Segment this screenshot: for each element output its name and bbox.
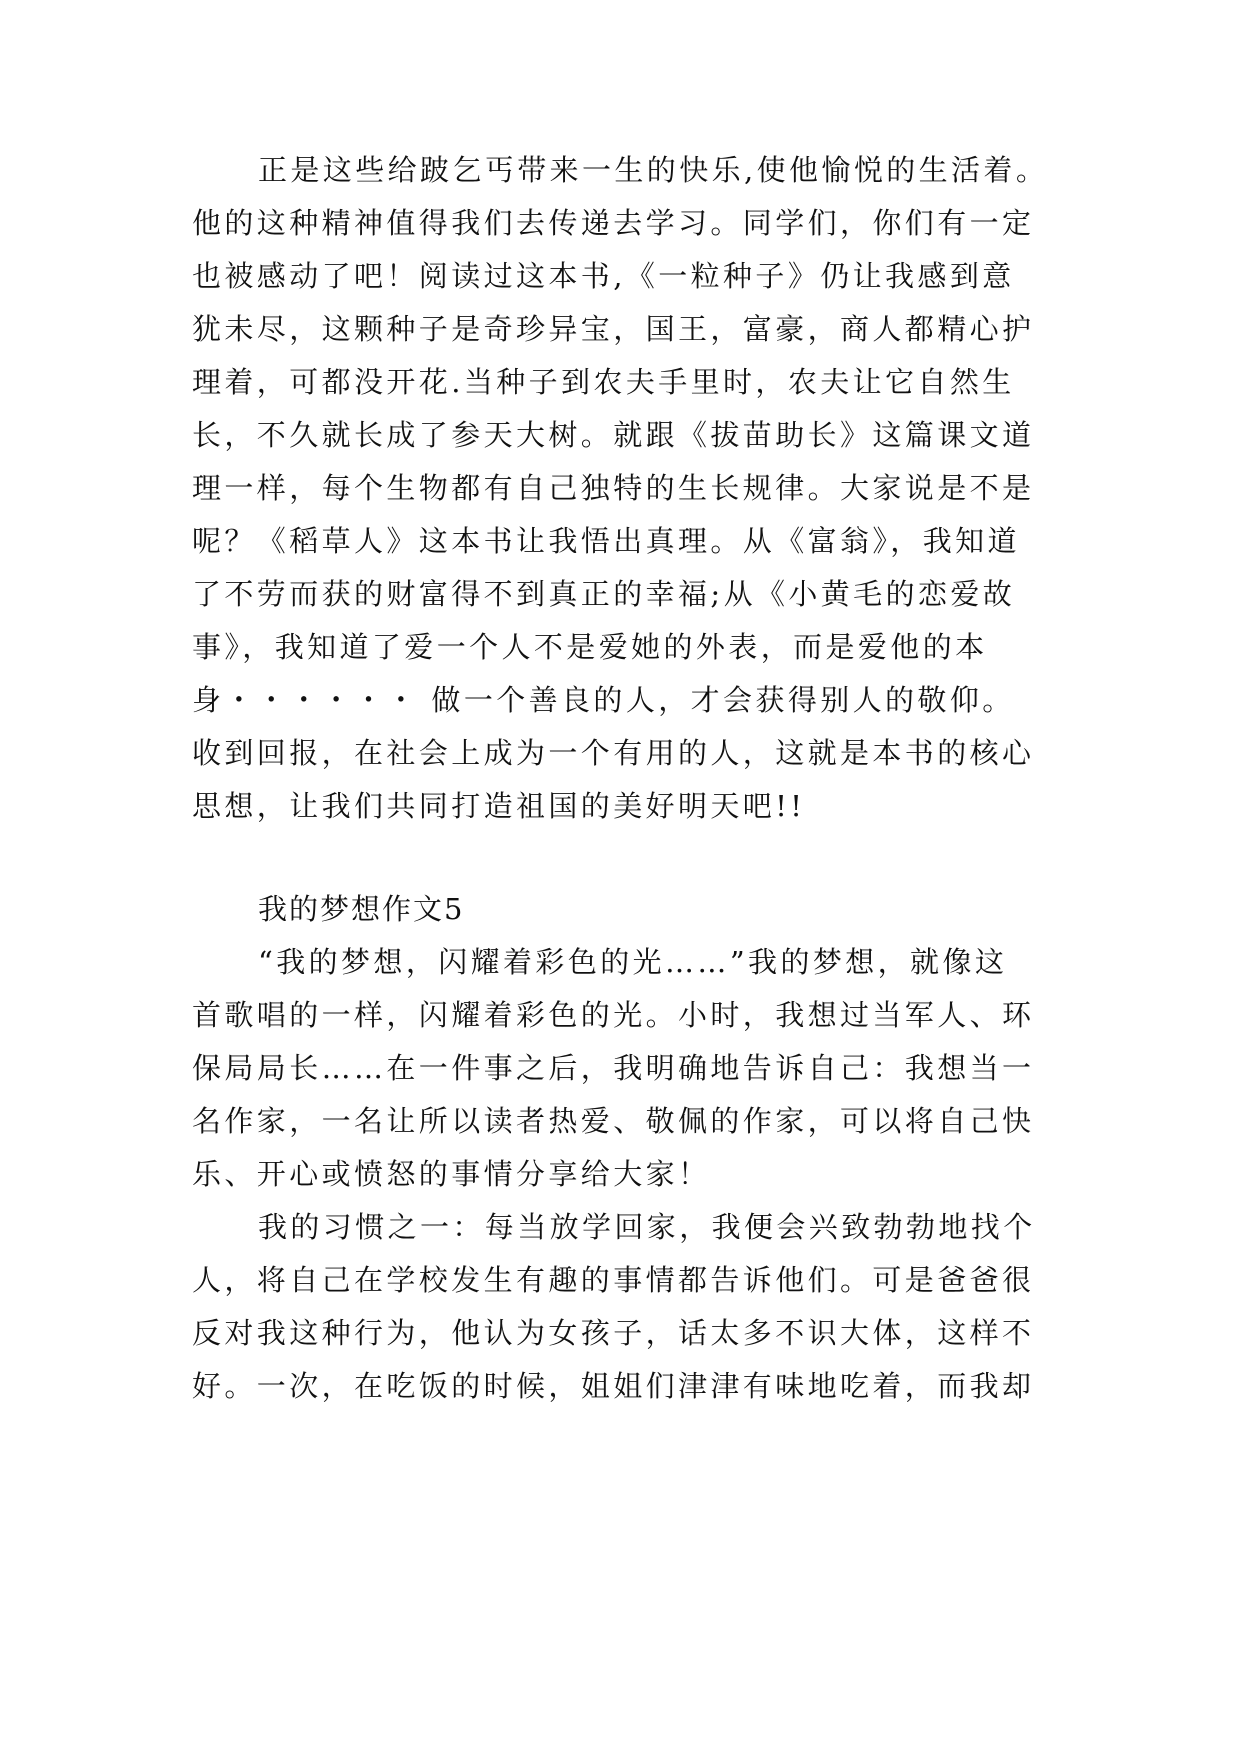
paragraph-line: 他的这种精神值得我们去传递去学习。同学们，你们有一定 <box>192 206 1035 240</box>
paragraph-line: 收到回报，在社会上成为一个有用的人，这就是本书的核心 <box>192 736 1035 770</box>
paragraph-line: 了不劳而获的财富得不到真正的幸福;从《小黄毛的恋爱故 <box>192 577 1016 611</box>
paragraph-line: 人，将自己在学校发生有趣的事情都告诉他们。可是爸爸很 <box>192 1263 1035 1297</box>
paragraph-line: 犹未尽，这颗种子是奇珍异宝，国王，富豪，商人都精心护 <box>192 312 1035 346</box>
paragraph-line: 理着，可都没开花.当种子到农夫手里时，农夫让它自然生 <box>192 365 1015 399</box>
paragraph-line: 我的习惯之一：每当放学回家，我便会兴致勃勃地找个 <box>258 1210 1036 1244</box>
paragraph-line: 事》，我知道了爱一个人不是爱她的外表，而是爱他的本 <box>192 630 988 664</box>
paragraph-line: 也被感动了吧！阅读过这本书,《一粒种子》仍让我感到意 <box>192 259 1015 293</box>
paragraph-line: “我的梦想，闪耀着彩色的光……”我的梦想，就像这 <box>258 945 1008 979</box>
section-heading: 我的梦想作文5 <box>258 892 465 926</box>
paragraph-line: 正是这些给跛乞丐带来一生的快乐,使他愉悦的生活着。 <box>258 153 1049 187</box>
paragraph-line: 首歌唱的一样，闪耀着彩色的光。小时，我想过当军人、环 <box>192 998 1035 1032</box>
paragraph-line: 身・・・・・・ 做一个善良的人，才会获得别人的敬仰。 <box>192 683 1015 717</box>
paragraph-line: 反对我这种行为，他认为女孩子，话太多不识大体，这样不 <box>192 1316 1035 1350</box>
paragraph-line: 名作家，一名让所以读者热爱、敬佩的作家，可以将自己快 <box>192 1104 1035 1138</box>
paragraph-line: 呢？《稻草人》这本书让我悟出真理。从《富翁》，我知道 <box>192 524 1020 558</box>
paragraph-line: 长，不久就长成了参天大树。就跟《拔苗助长》这篇课文道 <box>192 418 1035 452</box>
paragraph-line: 思想，让我们共同打造祖国的美好明天吧!! <box>192 789 806 823</box>
paragraph-line: 好。一次，在吃饭的时候，姐姐们津津有味地吃着，而我却 <box>192 1369 1035 1403</box>
paragraph-line: 乐、开心或愤怒的事情分享给大家！ <box>192 1157 711 1191</box>
paragraph-line: 保局局长……在一件事之后，我明确地告诉自己：我想当一 <box>192 1051 1035 1085</box>
paragraph-line: 理一样，每个生物都有自己独特的生长规律。大家说是不是 <box>192 471 1035 505</box>
